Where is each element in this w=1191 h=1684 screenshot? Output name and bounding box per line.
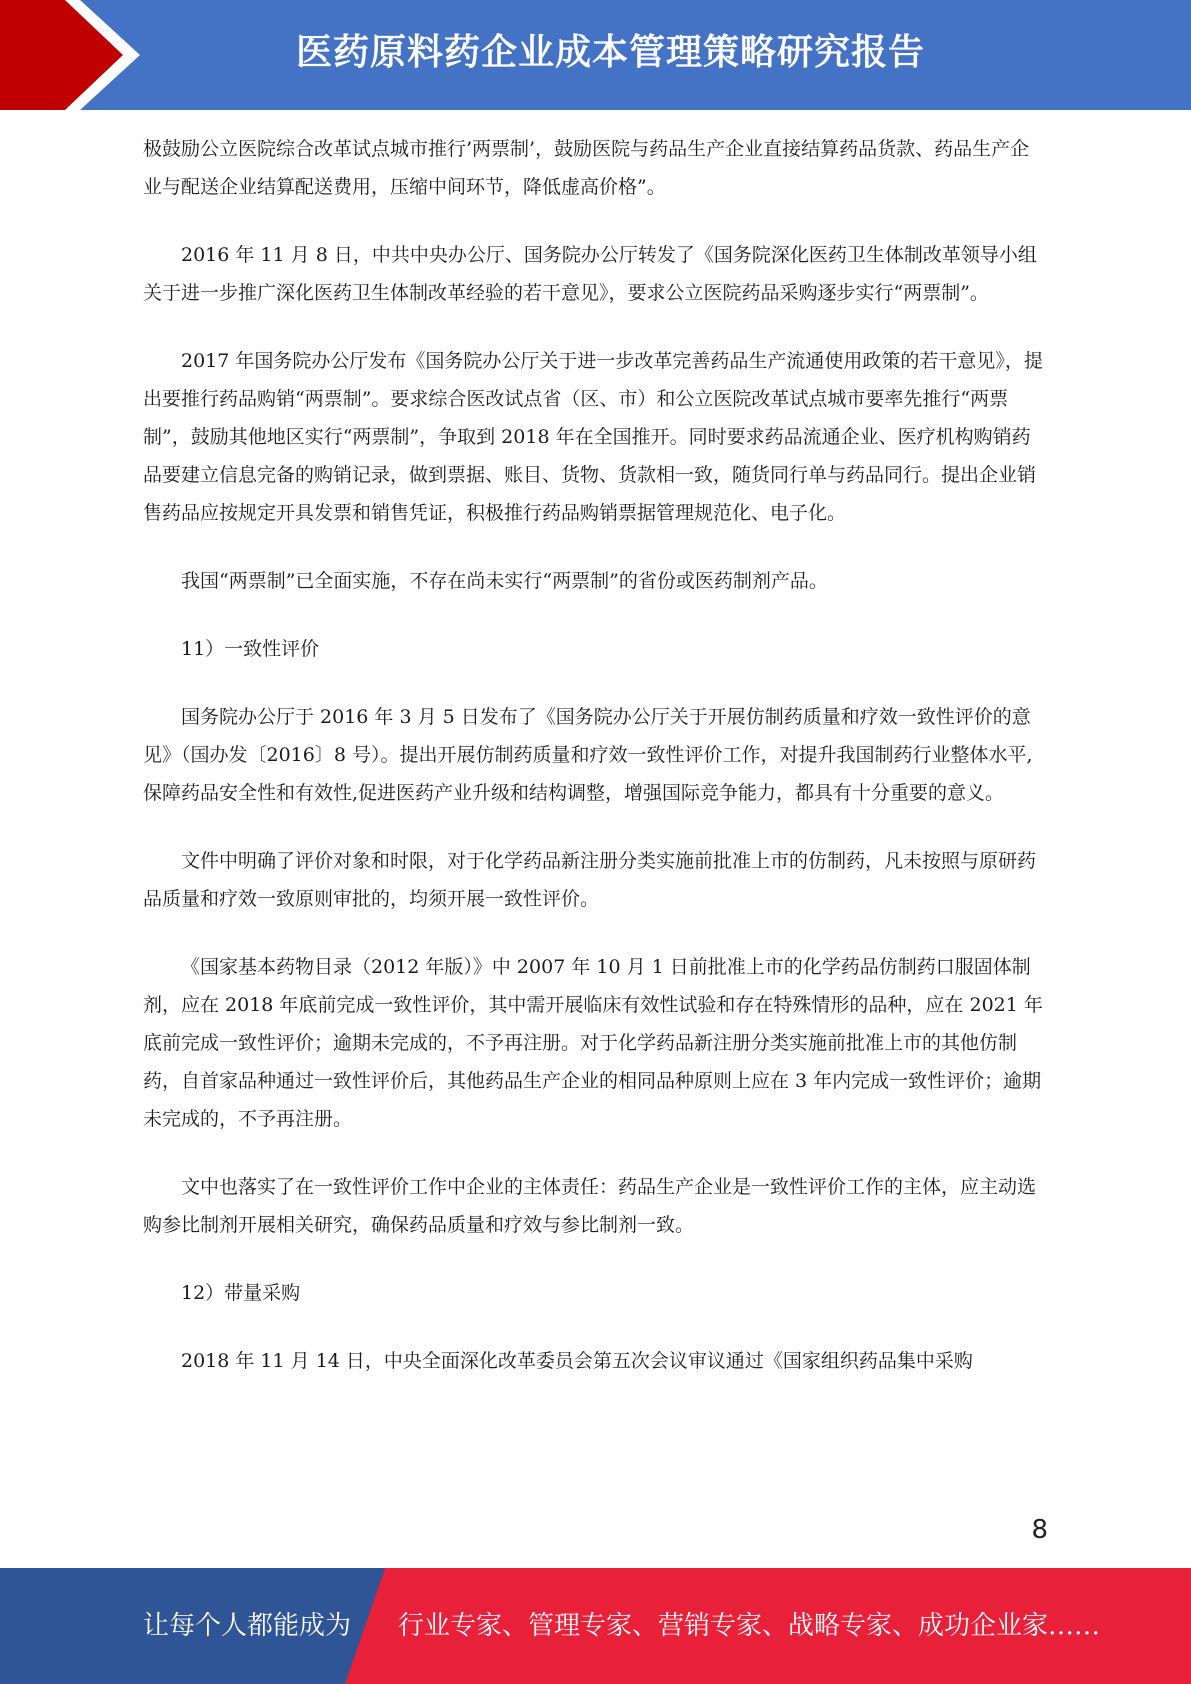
page-footer [0, 1568, 1191, 1684]
paragraph: 2018 年 11 月 14 日，中央全面深化改革委员会第五次会议审议通过《国家组织药品集中采购 [181, 1350, 973, 1372]
paragraph: 2017 年国务院办公厅发布《国务院办公厅关于进一步改革完善药品生产流通使用政策的若干意见》，提出要推行药品购销“两票制”。要求综合医改试点省（区、市）和公立医院改革试点城市要率先推行“两票制”，鼓励其他地区实行“两票制”，争取到 2018 年在全国推开。同时要求药品流通企业、医疗机构购销药品要建立信息完备的购销记录，做到票据、账目、货物、货款相一致，随货同行单与药品同行。提出企业销售药品应按规定开具发票和销售凭证，积极推行药品购销票据管理规范化、电子化。 [143, 350, 1043, 524]
paragraph: 2016 年 11 月 8 日，中共中央办公厅、国务院办公厅转发了《国务院深化医药卫生体制改革领导小组关于进一步推广深化医药卫生体制改革经验的若干意见》，要求公立医院药品采购逐步实行“两票制”。 [143, 244, 1037, 304]
footer-slogan-left: 让每个人都能成为 [143, 1611, 352, 1641]
document-body [143, 130, 1048, 1380]
page-header [0, 0, 1191, 110]
paragraph: 文件中明确了评价对象和时限，对于化学药品新注册分类实施前批准上市的仿制药，凡未按照与原研药品质量和疗效一致原则审批的，均须开展一致性评价。 [143, 850, 1037, 910]
paragraph: 国务院办公厅于 2016 年 3 月 5 日发布了《国务院办公厅关于开展仿制药质量和疗效一致性评价的意见》（国办发〔2016〕8 号）。提出开展仿制药质量和疗效一致性评价工作，对提升我国制药行业整体水平,保障药品安全性和有效性,促进医药产业升级和结构调整，增强国际竞争能力，都具有十分重要的意义。 [143, 706, 1033, 804]
header-arrow-decoration [0, 0, 160, 110]
section-heading: 12）带量采购 [181, 1282, 301, 1304]
section-heading: 11）一致性评价 [181, 638, 320, 660]
paragraph: 文中也落实了在一致性评价工作中企业的主体责任：药品生产企业是一致性评价工作的主体，应主动选购参比制剂开展相关研究，确保药品质量和疗效与参比制剂一致。 [143, 1176, 1037, 1236]
paragraph: 极鼓励公立医院综合改革试点城市推行’两票制’，鼓励医院与药品生产企业直接结算药品货款、药品生产企业与配送企业结算配送费用，压缩中间环节，降低虚高价格”。 [143, 138, 1030, 198]
page-number: 8 [1031, 1515, 1048, 1545]
paragraph: 《国家基本药物目录（2012 年版）》中 2007 年 10 月 1 日前批准上市的化学药品仿制药口服固体制剂，应在 2018 年底前完成一致性评价，其中需开展临床有效性试验和存在特殊情形的品种，应在 2021 年底前完成一致性评价；逾期未完成的，不予再注册。对于化学药品新注册分类实施前批准上市的其他仿制药，自首家品种通过一致性评价后，其他药品生产企业的相同品种原则上应在 3 年内完成一致性评价；逾期未完成的，不予再注册。 [143, 956, 1043, 1130]
footer-slogan-right: 行业专家、管理专家、营销专家、战略专家、成功企业家…… [398, 1611, 1101, 1641]
report-title: 医药原料药企业成本管理策略研究报告 [296, 32, 926, 73]
paragraph: 我国“两票制”已全面实施，不存在尚未实行“两票制”的省份或医药制剂产品。 [181, 570, 828, 592]
